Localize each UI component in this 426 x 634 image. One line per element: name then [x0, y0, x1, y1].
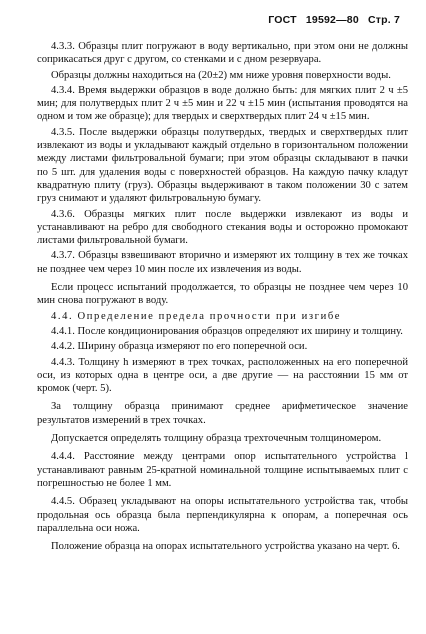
paragraph-4-4-1: 4.4.1. После кондиционирования образцов определяют их ширину и толщину.	[51, 325, 403, 337]
paragraph-4-4-3: 4.4.3. Толщину h измеряют в трех точках, расположенных на его поперечной оси, из которых одна в центре оси, а две другие — на расстоянии 15 мм от кромок (черт. 5).	[37, 356, 408, 395]
page-number: Стр. 7	[367, 14, 400, 26]
paragraph-4-4-2: 4.4.2. Ширину образца измеряют по его поперечной оси.	[51, 341, 308, 353]
paragraph-4-3-7: 4.3.7. Образцы взвешивают вторично и измеряют их толщину в тех же точках не позднее чем через 10 мин после их извлечения из воды.	[37, 250, 408, 275]
paragraph-thickness-gauge: Допускается определять толщину образца трехточечным толщиномером.	[51, 433, 382, 445]
paragraph-4-3-6: 4.3.6. Образцы мягких плит после выдержки извлекают из воды и устанавливают на ребро для свободного стекания воды и осторожно промокают листами фильтровальной бумаги.	[37, 208, 408, 247]
paragraph-4-3-4: 4.3.4. Время выдержки образцов в воде должно быть: для мягких плит 2 ч ±5 мин; для полутвердых плит 2 ч ±5 мин и 22 ч ±15 мин (испытания проводятся на одном и том же образце); для твердых и сверхтвердых плит 24 ч ±15 мин.	[37, 84, 408, 123]
paragraph-water-level: Образцы должны находиться на (20±2) мм ниже уровня поверхности воды.	[51, 69, 391, 81]
page-header	[262, 14, 400, 26]
paragraph-4-4-4: 4.4.4. Расстояние между центрами опор испытательного устройства l устанавливают равным 25-кратной номинальной толщине испытываемых плит с погрешностью не более 1 мм.	[37, 451, 408, 489]
paragraph-4-3-5: 4.3.5. После выдержки образцы полутвердых, твердых и сверхтвердых плит извлекают из воды и укладывают каждый отдельно в горизонтальном положении между листами фильтровальной бумаги; при этом образцы складывают в пачки по 5 шт. для удаления воды с поверхностей образцов. На каждую пачку кладут квадратную плиту (груз). Образцы выдерживают в таком положении 30 с затем груз снимают и удаляют фильтровальную бумагу.	[37, 126, 408, 205]
paragraph-average-thickness: За толщину образца принимают среднее арифметическое значение результатов измерений в трех точках.	[37, 401, 408, 426]
body-text	[37, 40, 408, 555]
paragraph-4-3-3: 4.3.3. Образцы плит погружают в воду вертикально, при этом они не должны соприкасаться друг с другом, со стенками и с дном резервуара.	[37, 41, 408, 66]
paragraph-4-4-5: 4.4.5. Образец укладывают на опоры испытательного устройства так, чтобы продольная ось образца была перпендикулярна к опорам, а поперечная ось параллельна оси ножа.	[37, 496, 408, 534]
section-heading-4-4: 4.4. Определение предела прочности при изгибе	[51, 310, 342, 322]
paragraph-position-fig6: Положение образца на опорах испытательного устройства указано на черт. 6.	[51, 541, 400, 553]
standard-number: 19592—80	[305, 14, 359, 26]
paragraph-continue-test: Если процесс испытаний продолжается, то образцы не позднее чем через 10 мин снова погружают в воду.	[37, 282, 408, 307]
standard-label: ГОСТ	[268, 14, 297, 26]
